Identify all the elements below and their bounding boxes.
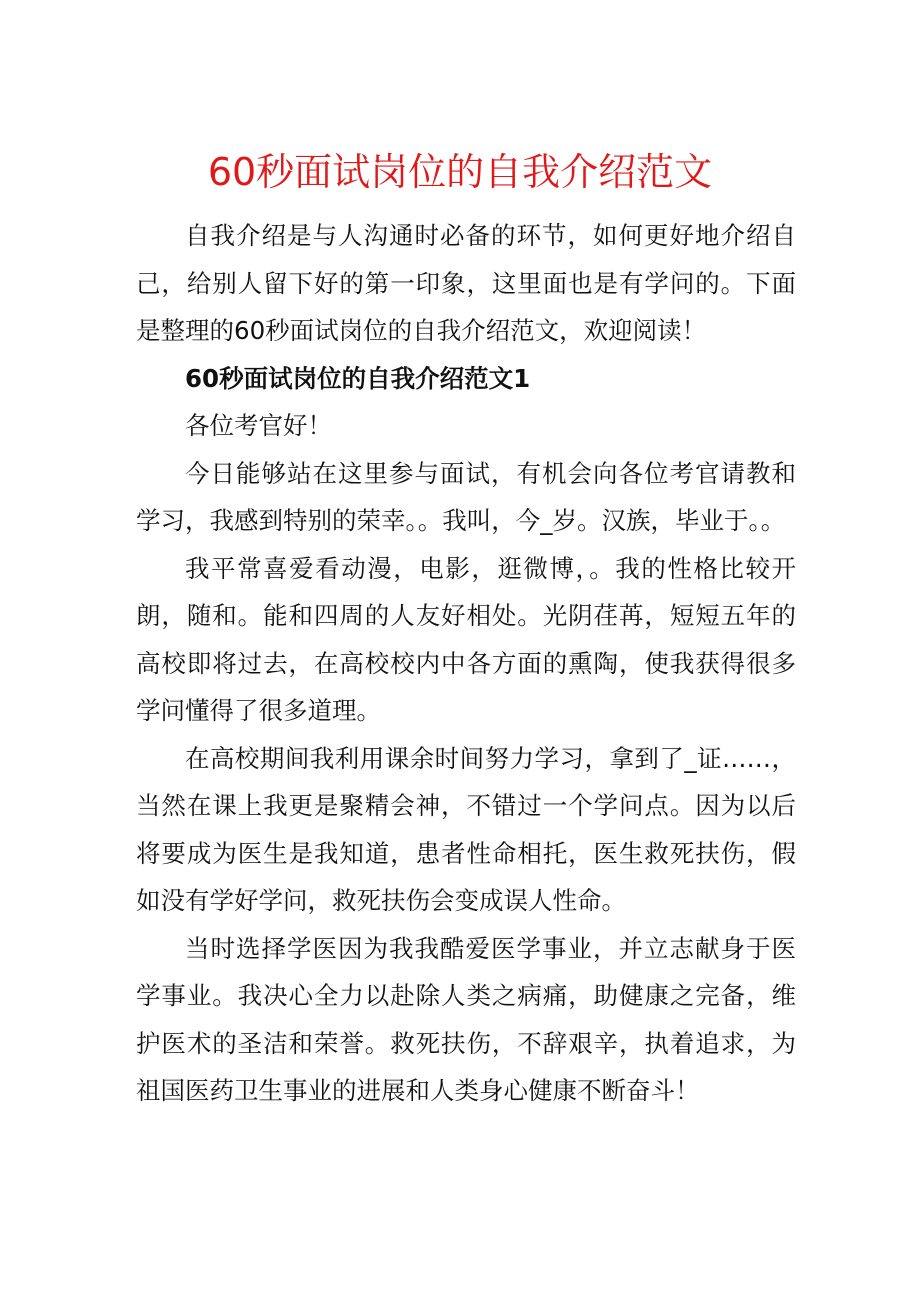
section-heading: 60秒面试岗位的自我介绍范文1 [185, 363, 531, 393]
greeting-paragraph: 各位考官好！ [185, 411, 332, 440]
document-title: 60秒面试岗位的自我介绍范文 [207, 150, 713, 194]
body-paragraph: 我平常喜爱看动漫，电影，逛微博，。我的性格比较开朗，随和。能和四周的人友好相处。光阴荏苒，短短五年的高校即将过去，在高校校内中各方面的熏陶，使我获得很多学问懂得了很多道理。 [136, 553, 796, 725]
body-paragraph: 在高校期间我利用课余时间努力学习，拿到了_证……，当然在课上我更是聚精会神，不错过一个学问点。因为以后将要成为医生是我知道，患者性命相托，医生救死扶伤，假如没有学好学问，救死扶伤会变成误人性命。 [136, 743, 796, 915]
body-paragraph: 当时选择学医因为我我酷爱医学事业，并立志献身于医学事业。我决心全力以赴除人类之病痛，助健康之完备，维护医术的圣洁和荣誉。救死扶伤，不辞艰辛，执着追求，为祖国医药卫生事业的进展和人类身心健康不断奋斗！ [136, 933, 796, 1105]
body-paragraph: 今日能够站在这里参与面试，有机会向各位考官请教和学习，我感到特别的荣幸。。我叫，今_岁。汉族，毕业于。。 [136, 458, 796, 535]
document-body [136, 212, 796, 1115]
intro-paragraph: 自我介绍是与人沟通时必备的环节，如何更好地介绍自己，给别人留下好的第一印象，这里面也是有学问的。下面是整理的60秒面试岗位的自我介绍范文，欢迎阅读！ [136, 221, 796, 345]
